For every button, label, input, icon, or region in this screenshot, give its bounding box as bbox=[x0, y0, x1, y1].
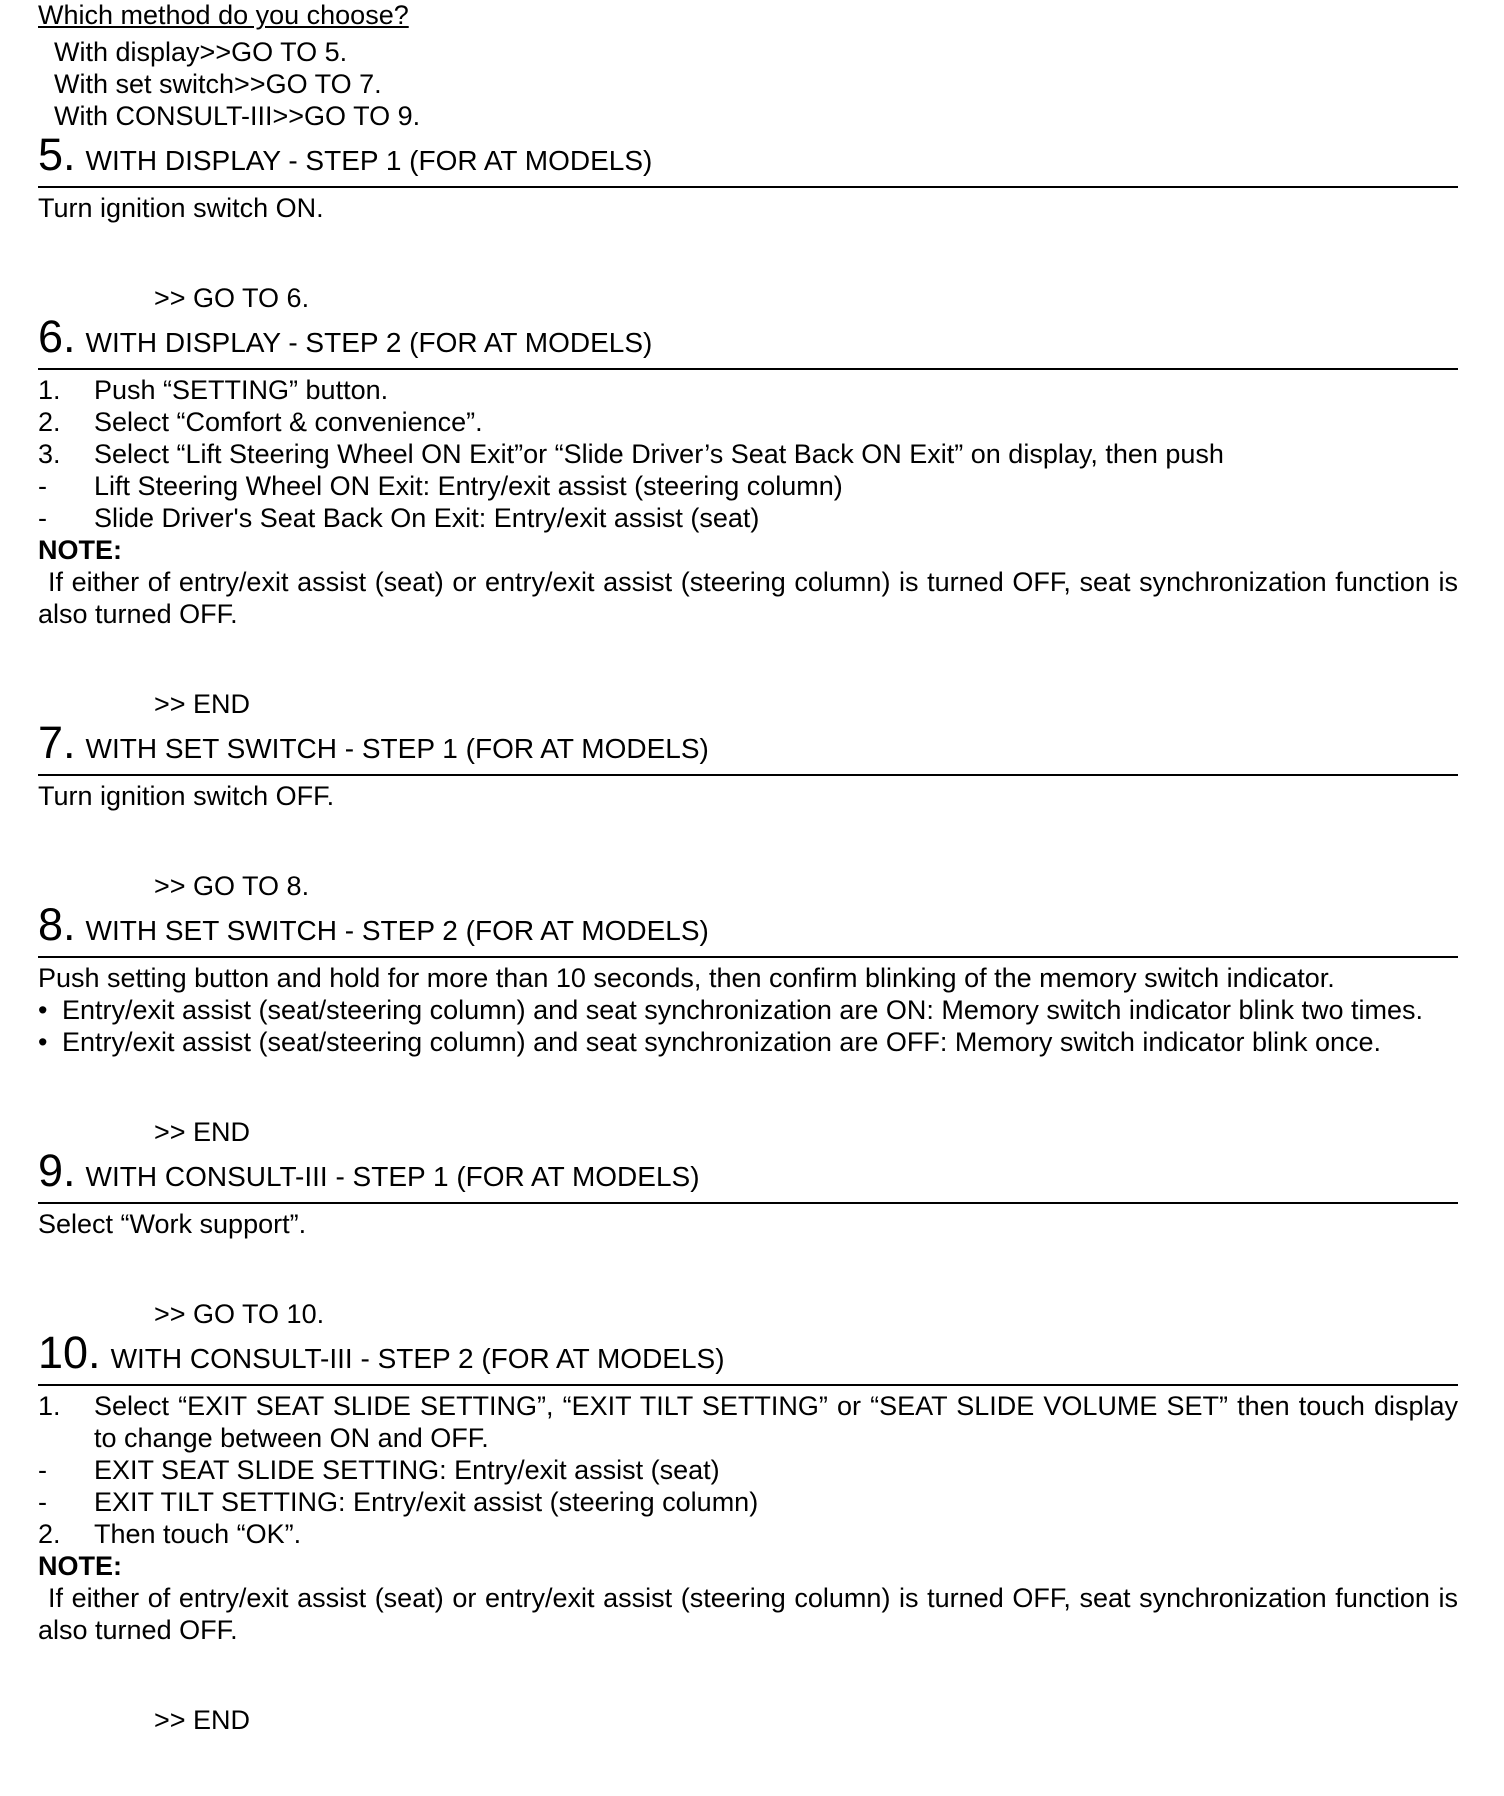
list-item: 3. Select “Lift Steering Wheel ON Exit”or “Slide Driver’s Seat Back ON Exit” on display, then push bbox=[38, 439, 1224, 469]
divider bbox=[38, 774, 1458, 776]
step-title: WITH SET SWITCH - STEP 2 (FOR AT MODELS) bbox=[85, 915, 709, 946]
choice-display: With display>>GO TO 5. bbox=[54, 37, 348, 67]
step-7-body: Turn ignition switch OFF. bbox=[38, 781, 335, 811]
divider bbox=[38, 368, 1458, 370]
step-9-goto: >> GO TO 10. bbox=[154, 1299, 325, 1329]
step-number: 5. bbox=[38, 129, 76, 180]
step-8-goto: >> END bbox=[154, 1117, 251, 1147]
note-label: NOTE: bbox=[38, 535, 122, 565]
step-title: WITH CONSULT-III - STEP 2 (FOR AT MODELS) bbox=[110, 1343, 725, 1374]
step-5-goto: >> GO TO 6. bbox=[154, 283, 310, 313]
step-10-goto: >> END bbox=[154, 1705, 251, 1735]
procedure-page bbox=[38, 0, 1458, 1736]
list-item: • Entry/exit assist (seat/steering column) and seat synchronization are OFF: Memory switch indicator blink once. bbox=[38, 1027, 1382, 1057]
choice-consult: With CONSULT-III>>GO TO 9. bbox=[54, 101, 421, 131]
list-item: 2. Select “Comfort & convenience”. bbox=[38, 407, 483, 437]
method-choices bbox=[54, 36, 1458, 132]
step-7-goto: >> GO TO 8. bbox=[154, 871, 310, 901]
note-text: If either of entry/exit assist (seat) or entry/exit assist (steering column) is turned OFF, seat synchronization function is also turned OFF. bbox=[38, 1583, 1458, 1645]
step-5-body: Turn ignition switch ON. bbox=[38, 193, 324, 223]
divider bbox=[38, 956, 1458, 958]
divider bbox=[38, 1384, 1458, 1386]
list-item: - EXIT SEAT SLIDE SETTING: Entry/exit assist (seat) bbox=[38, 1455, 720, 1485]
step-8-body: Push setting button and hold for more than 10 seconds, then confirm blinking of the memory switch indicator. bbox=[38, 963, 1335, 993]
choice-set-switch: With set switch>>GO TO 7. bbox=[54, 69, 382, 99]
step-5-heading bbox=[38, 129, 1458, 180]
step-6-goto: >> END bbox=[154, 689, 251, 719]
step-title: WITH CONSULT-III - STEP 1 (FOR AT MODELS) bbox=[85, 1161, 700, 1192]
step-number: 7. bbox=[38, 717, 76, 768]
divider bbox=[38, 1202, 1458, 1204]
step-number: 6. bbox=[38, 311, 76, 362]
bullet-icon: • bbox=[38, 1027, 48, 1057]
step-9-body: Select “Work support”. bbox=[38, 1209, 307, 1239]
bullet-icon: • bbox=[38, 995, 48, 1025]
step-9-heading bbox=[38, 1145, 1458, 1196]
step-8-heading bbox=[38, 899, 1458, 950]
step-title: WITH DISPLAY - STEP 2 (FOR AT MODELS) bbox=[85, 327, 653, 358]
step-6-heading bbox=[38, 311, 1458, 362]
step-title: WITH SET SWITCH - STEP 1 (FOR AT MODELS) bbox=[85, 733, 709, 764]
step-number: 9. bbox=[38, 1145, 76, 1196]
step-number: 8. bbox=[38, 899, 76, 950]
step-10-heading bbox=[38, 1327, 1458, 1378]
divider bbox=[38, 186, 1458, 188]
list-item: 1. Select “EXIT SEAT SLIDE SETTING”, “EXIT TILT SETTING” or “SEAT SLIDE VOLUME SET” then touch display to change between ON and OFF. bbox=[38, 1391, 1458, 1453]
method-question: Which method do you choose? bbox=[38, 0, 409, 30]
list-item: 2. Then touch “OK”. bbox=[38, 1519, 302, 1549]
step-title: WITH DISPLAY - STEP 1 (FOR AT MODELS) bbox=[85, 145, 653, 176]
list-item: • Entry/exit assist (seat/steering column) and seat synchronization are ON: Memory switch indicator blink two times. bbox=[38, 995, 1424, 1025]
note-label: NOTE: bbox=[38, 1551, 122, 1581]
note-text: If either of entry/exit assist (seat) or entry/exit assist (steering column) is turned OFF, seat synchronization function is also turned OFF. bbox=[38, 567, 1458, 629]
list-item: - Slide Driver's Seat Back On Exit: Entry/exit assist (seat) bbox=[38, 503, 760, 533]
list-item: 1. Push “SETTING” button. bbox=[38, 375, 389, 405]
list-item: - EXIT TILT SETTING: Entry/exit assist (steering column) bbox=[38, 1487, 759, 1517]
list-item: - Lift Steering Wheel ON Exit: Entry/exit assist (steering column) bbox=[38, 471, 843, 501]
step-7-heading bbox=[38, 717, 1458, 768]
step-number: 10. bbox=[38, 1327, 101, 1378]
